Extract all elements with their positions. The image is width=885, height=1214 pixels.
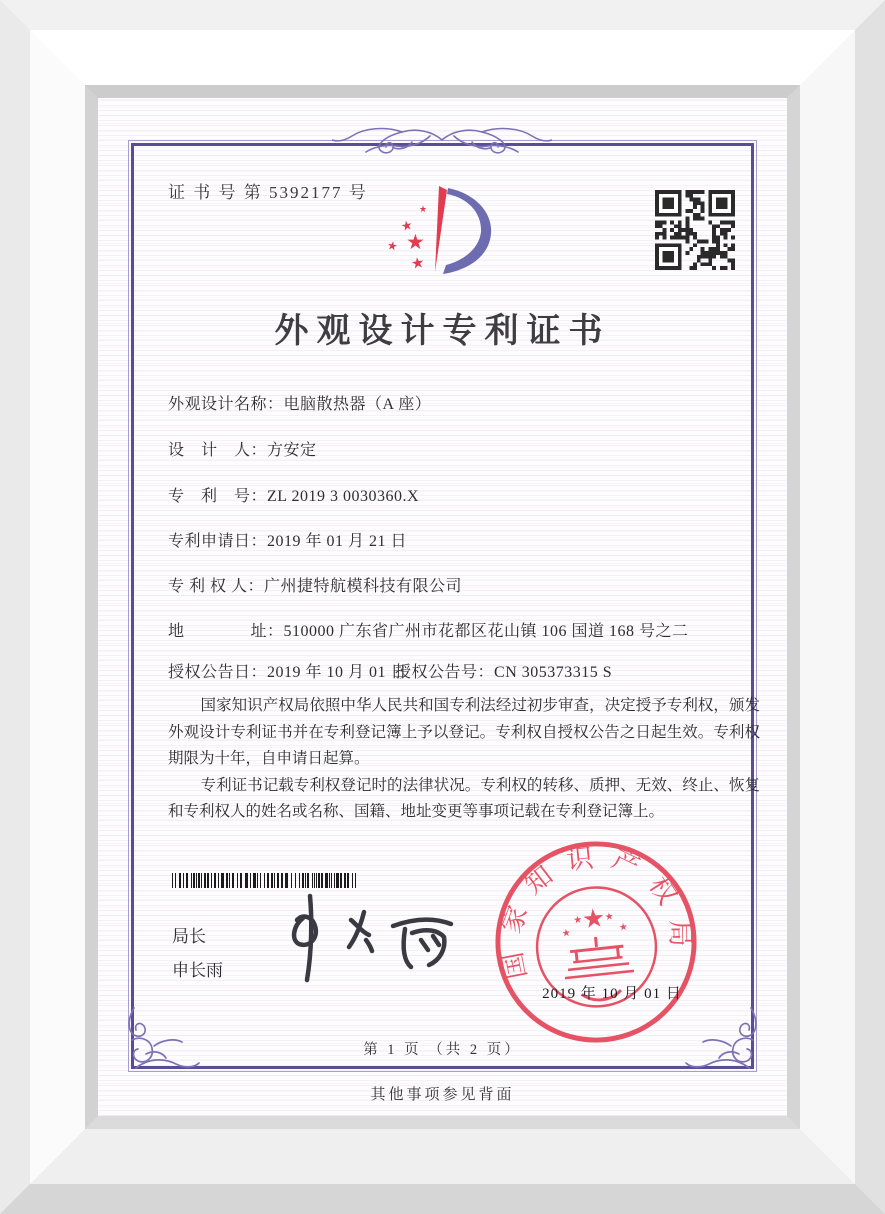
barcode <box>172 873 358 888</box>
field-value: 电脑散热器（A 座） <box>283 396 432 413</box>
field-grant-number <box>395 659 612 682</box>
field-grant-date <box>168 664 407 681</box>
field-label: 授权公告日： <box>168 664 268 681</box>
mat-shadow-band <box>85 85 800 1129</box>
field-label: 授权公告号： <box>395 664 495 681</box>
field-label: 地 址： <box>168 623 284 640</box>
field-patentee <box>168 573 462 596</box>
cnipa-logo <box>385 182 507 282</box>
field-grant-row <box>168 659 613 682</box>
field-label: 专利申请日： <box>168 533 268 550</box>
certificate-title: 外观设计专利证书 <box>274 313 611 350</box>
picture-frame-inner-face <box>30 30 855 1184</box>
signer-title: 局长 <box>172 927 206 946</box>
field-value: CN 305373315 S <box>494 664 613 681</box>
field-designer <box>168 437 317 460</box>
logo-blade <box>435 186 447 272</box>
svg-text:★: ★ <box>406 230 425 254</box>
field-label: 专 利 号： <box>168 488 268 505</box>
field-value: ZL 2019 3 0030360.X <box>267 488 420 505</box>
field-value: 方安定 <box>267 442 317 459</box>
svg-text:★: ★ <box>561 927 572 940</box>
svg-text:★: ★ <box>618 921 629 934</box>
svg-text:★: ★ <box>385 238 399 254</box>
field-value: 510000 广东省广州市花都区花山镇 106 国道 168 号之二 <box>283 623 689 640</box>
certificate-number: 证 书 号 第 5392177 号 <box>168 183 368 202</box>
field-label: 专 利 权 人： <box>168 578 265 595</box>
signer-name: 申长雨 <box>172 961 223 980</box>
seal-arc-text: 国家知识产权局 <box>494 841 696 982</box>
field-label: 外观设计名称： <box>168 396 284 413</box>
field-address <box>168 618 689 641</box>
legal-paragraph-2: 专利证书记载专利权登记时的法律状况。专利权的转移、质押、无效、终止、恢复和专利权人的姓名或名称、国籍、地址变更等事项记载在专利登记簿上。 <box>168 776 760 820</box>
certificate-paper <box>98 98 787 1116</box>
svg-text:★: ★ <box>409 253 426 273</box>
legal-text <box>168 693 760 826</box>
signature-handwritten <box>265 888 475 988</box>
field-value: 2019 年 01 月 21 日 <box>267 533 408 550</box>
svg-text:★: ★ <box>580 903 607 936</box>
seal-date: 2019 年 10 月 01 日 <box>542 986 682 1002</box>
official-seal <box>482 828 711 1057</box>
back-side-note: 其他事项参见背面 <box>370 1087 515 1103</box>
signer-block <box>172 920 223 988</box>
field-value: 广州捷特航模科技有限公司 <box>264 578 463 595</box>
qr-code <box>655 190 735 270</box>
page-indicator: 第 1 页 （共 2 页） <box>363 1042 522 1058</box>
svg-text:★: ★ <box>419 205 428 215</box>
logo-swoosh <box>443 188 491 274</box>
svg-text:★: ★ <box>399 217 415 236</box>
legal-paragraph-1: 国家知识产权局依照中华人民共和国专利法经过初步审查，决定授予专利权，颁发外观设计专利证书并在专利登记簿上予以登记。专利权自授权公告之日起生效。专利权期限为十年，自申请日起算。 <box>168 697 760 767</box>
field-value: 2019 年 10 月 01 日 <box>267 664 408 681</box>
field-label: 设 计 人： <box>168 442 268 459</box>
svg-text:★: ★ <box>572 914 583 927</box>
svg-text:★: ★ <box>604 911 615 924</box>
field-design-name <box>168 391 431 414</box>
field-filing-date <box>168 528 407 551</box>
field-patent-number <box>168 483 419 506</box>
seal-emblem-stars <box>559 901 628 940</box>
